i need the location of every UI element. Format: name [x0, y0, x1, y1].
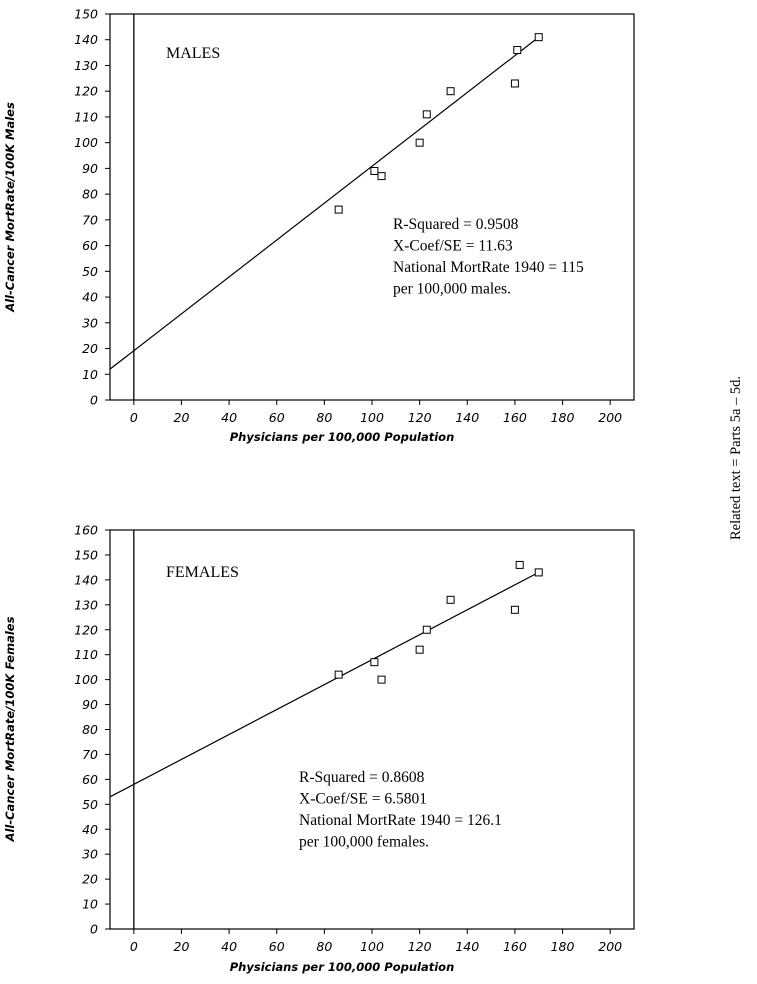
- y-tick-label: 100: [74, 672, 98, 688]
- x-tick-label: 160: [502, 410, 527, 425]
- y-tick-label: 0: [90, 392, 98, 408]
- y-tick-label: 140: [74, 32, 98, 48]
- data-point: [378, 173, 385, 180]
- y-tick-label: 30: [82, 315, 98, 331]
- stats-annotation-line: X-Coef/SE = 11.63: [393, 237, 513, 255]
- data-point: [371, 659, 378, 666]
- stats-annotation-line: National MortRate 1940 = 115: [393, 259, 584, 276]
- y-tick-label: 150: [74, 547, 98, 563]
- y-tick-label: 60: [82, 771, 98, 787]
- x-tick-label: 20: [173, 410, 190, 425]
- y-tick-label: 140: [74, 572, 98, 588]
- stats-annotation-line: per 100,000 males.: [393, 280, 511, 298]
- y-tick-label: 0: [90, 921, 98, 937]
- y-tick-label: 120: [74, 622, 98, 638]
- x-tick-label: 120: [407, 410, 432, 425]
- x-axis-title: Physicians per 100,000 Population: [229, 960, 455, 974]
- x-tick-label: 80: [316, 939, 333, 954]
- data-point: [516, 561, 523, 568]
- data-point: [378, 676, 385, 683]
- related-text-note: Related text = Parts 5a – 5d.: [728, 375, 744, 541]
- y-tick-label: 150: [74, 6, 98, 22]
- females-scatter-chart: [3, 523, 634, 975]
- data-point: [447, 88, 454, 95]
- x-tick-label: 160: [502, 939, 527, 954]
- y-tick-label: 130: [74, 57, 98, 73]
- y-axis-title: All-Cancer MortRate/100K Females: [3, 616, 17, 842]
- regression-line: [110, 572, 539, 796]
- data-point: [423, 626, 430, 633]
- x-tick-label: 120: [407, 939, 432, 954]
- x-tick-label: 100: [360, 939, 384, 954]
- panel-label: FEMALES: [166, 564, 239, 581]
- data-point: [514, 47, 521, 54]
- x-tick-label: 60: [268, 939, 285, 954]
- x-tick-label: 80: [316, 410, 333, 425]
- y-tick-label: 40: [82, 821, 98, 837]
- y-tick-label: 110: [74, 647, 98, 663]
- y-tick-label: 90: [82, 697, 98, 713]
- y-tick-label: 70: [82, 212, 98, 228]
- y-tick-label: 50: [82, 263, 98, 279]
- x-tick-label: 40: [221, 410, 238, 425]
- x-tick-label: 200: [598, 410, 623, 425]
- data-point: [371, 167, 378, 174]
- regression-line: [110, 37, 539, 369]
- y-tick-label: 120: [74, 83, 98, 99]
- y-tick-label: 100: [74, 135, 98, 151]
- data-point: [423, 111, 430, 118]
- plot-frame: [110, 530, 634, 929]
- data-point: [335, 671, 342, 678]
- panel-label: MALES: [166, 45, 221, 62]
- x-tick-label: 180: [550, 939, 575, 954]
- x-tick-label: 200: [598, 939, 623, 954]
- x-tick-label: 100: [360, 410, 384, 425]
- x-tick-label: 20: [173, 939, 190, 954]
- y-tick-label: 70: [82, 746, 98, 762]
- stats-annotation-line: R-Squared = 0.9508: [393, 216, 519, 233]
- x-axis-title: Physicians per 100,000 Population: [229, 430, 455, 444]
- y-tick-label: 130: [74, 597, 98, 613]
- y-tick-label: 110: [74, 109, 98, 125]
- y-tick-label: 10: [82, 366, 98, 382]
- data-point: [535, 34, 542, 41]
- y-tick-label: 20: [82, 871, 98, 887]
- stats-annotation-line: R-Squared = 0.8608: [299, 769, 425, 786]
- x-tick-label: 60: [268, 410, 285, 425]
- x-tick-label: 140: [455, 939, 480, 954]
- y-axis-title: All-Cancer MortRate/100K Males: [3, 102, 17, 312]
- data-point: [511, 606, 518, 613]
- stats-annotation-line: X-Coef/SE = 6.5801: [299, 790, 427, 808]
- y-tick-label: 40: [82, 289, 98, 305]
- y-tick-label: 90: [82, 160, 98, 176]
- y-tick-label: 50: [82, 796, 98, 812]
- data-point: [416, 139, 423, 146]
- data-point: [335, 206, 342, 213]
- y-tick-label: 10: [82, 896, 98, 912]
- y-tick-label: 160: [74, 522, 98, 538]
- males-scatter-chart: [3, 7, 634, 445]
- x-tick-label: 0: [129, 939, 138, 954]
- x-tick-label: 180: [550, 410, 575, 425]
- data-point: [416, 646, 423, 653]
- stats-annotation-line: National MortRate 1940 = 126.1: [299, 812, 502, 829]
- stats-annotation-line: per 100,000 females.: [299, 833, 429, 851]
- x-tick-label: 0: [129, 410, 138, 425]
- y-tick-label: 60: [82, 238, 98, 254]
- y-tick-label: 30: [82, 846, 98, 862]
- y-tick-label: 20: [82, 341, 98, 357]
- plot-frame: [110, 14, 634, 400]
- data-point: [511, 80, 518, 87]
- data-point: [447, 596, 454, 603]
- data-point: [535, 569, 542, 576]
- x-tick-label: 40: [221, 939, 238, 954]
- y-tick-label: 80: [82, 186, 98, 202]
- x-tick-label: 140: [455, 410, 480, 425]
- y-tick-label: 80: [82, 722, 98, 737]
